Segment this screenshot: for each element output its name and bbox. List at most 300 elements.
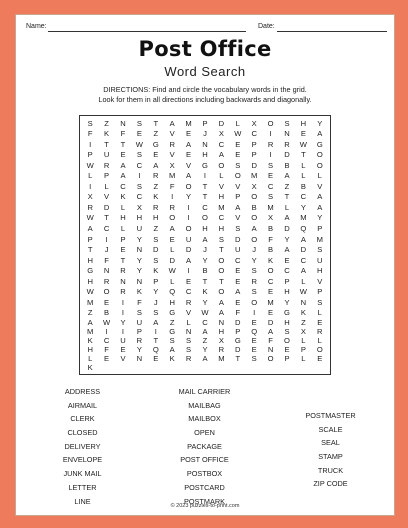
grid-letter[interactable]: F [87,129,93,139]
grid-letter[interactable]: E [153,353,159,363]
grid-letter[interactable]: N [202,139,208,149]
grid-letter[interactable]: I [253,308,256,318]
grid-letter[interactable]: D [153,245,159,255]
grid-letter[interactable]: A [87,224,93,234]
grid-letter[interactable]: H [202,224,208,234]
grid-letter[interactable]: H [317,266,323,276]
grid-letter[interactable]: L [235,118,240,128]
grid-letter[interactable]: Y [136,344,142,354]
grid-letter[interactable]: H [218,192,225,202]
grid-letter[interactable]: L [170,276,175,286]
grid-letter[interactable]: E [169,234,175,244]
grid-letter[interactable]: Y [136,266,142,276]
grid-letter[interactable]: H [136,213,143,223]
grid-letter[interactable]: P [235,192,241,202]
grid-letter[interactable]: D [251,160,257,170]
grid-letter[interactable]: A [284,245,290,255]
grid-letter[interactable]: K [202,287,208,297]
grid-letter[interactable]: R [284,139,290,149]
grid-letter[interactable]: I [121,326,125,336]
grid-letter[interactable]: X [251,118,257,128]
grid-letter[interactable]: G [284,308,290,318]
grid-letter[interactable]: O [316,160,323,170]
grid-letter[interactable]: T [120,255,126,265]
grid-letter[interactable]: C [103,224,110,234]
grid-letter[interactable]: D [267,317,274,327]
grid-letter[interactable]: C [103,335,110,345]
grid-letter[interactable]: E [284,255,290,265]
grid-letter[interactable]: S [235,224,241,234]
grid-letter[interactable]: C [267,181,274,191]
grid-letter[interactable]: Q [152,344,159,354]
grid-letter[interactable]: A [186,255,192,265]
grid-letter[interactable]: F [268,335,273,345]
grid-letter[interactable]: V [317,276,323,286]
grid-letter[interactable]: S [136,118,142,128]
grid-letter[interactable]: E [120,344,126,354]
grid-letter[interactable]: L [301,160,306,170]
grid-letter[interactable]: O [267,353,274,363]
grid-letter[interactable]: R [120,287,126,297]
name-blank-line[interactable] [48,31,246,32]
grid-letter[interactable]: F [104,344,109,354]
grid-letter[interactable]: L [170,245,175,255]
grid-letter[interactable]: T [219,276,224,286]
grid-letter[interactable]: M [300,213,307,223]
grid-letter[interactable]: A [235,287,241,297]
grid-letter[interactable]: C [251,129,257,139]
grid-letter[interactable]: T [202,192,208,202]
grid-letter[interactable]: S [268,192,274,202]
grid-letter[interactable]: O [251,192,258,202]
grid-letter[interactable]: S [153,234,159,244]
grid-letter[interactable]: P [317,224,323,234]
grid-letter[interactable]: M [251,171,258,181]
grid-letter[interactable]: S [186,344,192,354]
grid-letter[interactable]: Q [251,326,258,336]
grid-letter[interactable]: W [168,266,176,276]
grid-letter[interactable]: W [234,129,242,139]
grid-letter[interactable]: Y [317,118,323,128]
grid-letter[interactable]: D [103,202,110,212]
grid-letter[interactable]: L [284,202,290,212]
grid-letter[interactable]: S [87,118,93,128]
grid-letter[interactable]: M [87,326,94,336]
grid-letter[interactable]: E [268,171,274,181]
grid-letter[interactable]: S [136,308,142,318]
grid-letter[interactable]: V [235,213,241,223]
grid-letter[interactable]: E [317,353,323,363]
grid-letter[interactable]: X [87,192,93,202]
grid-letter[interactable]: Y [251,255,257,265]
grid-letter[interactable]: I [269,150,272,160]
grid-letter[interactable]: G [202,160,208,170]
grid-letter[interactable]: U [185,234,192,244]
grid-letter[interactable]: F [104,255,109,265]
grid-letter[interactable]: B [300,181,306,191]
grid-letter[interactable]: Z [153,181,159,191]
grid-letter[interactable]: A [218,308,224,318]
grid-letter[interactable]: G [169,308,176,318]
grid-letter[interactable]: C [300,255,307,265]
grid-letter[interactable]: S [284,326,290,336]
grid-letter[interactable]: G [169,326,176,336]
grid-letter[interactable]: V [235,181,241,191]
grid-letter[interactable]: O [267,266,274,276]
grid-letter[interactable]: P [136,326,142,336]
grid-letter[interactable]: O [316,344,323,354]
grid-letter[interactable]: I [105,326,108,336]
grid-letter[interactable]: W [135,139,143,149]
grid-letter[interactable]: O [185,224,192,234]
grid-letter[interactable]: T [202,181,208,191]
grid-letter[interactable]: M [316,234,323,244]
grid-letter[interactable]: I [121,308,125,318]
grid-letter[interactable]: C [218,213,225,223]
grid-letter[interactable]: K [120,192,126,202]
grid-letter[interactable]: C [284,266,290,276]
grid-letter[interactable]: R [87,202,93,212]
grid-letter[interactable]: E [153,150,159,160]
grid-letter[interactable]: N [136,276,143,286]
grid-letter[interactable]: D [284,224,290,234]
grid-letter[interactable]: A [317,202,323,212]
grid-letter[interactable]: S [136,150,142,160]
grid-letter[interactable]: J [203,245,207,255]
grid-letter[interactable]: I [171,192,174,202]
grid-letter[interactable]: H [87,276,93,286]
grid-letter[interactable]: H [284,317,290,327]
grid-letter[interactable]: I [187,213,190,223]
grid-letter[interactable]: V [186,308,192,318]
grid-letter[interactable]: E [186,129,192,139]
grid-letter[interactable]: U [136,317,143,327]
grid-letter[interactable]: D [300,245,307,255]
grid-letter[interactable]: F [268,234,273,244]
grid-letter[interactable]: A [284,213,290,223]
grid-letter[interactable]: O [218,160,225,170]
grid-letter[interactable]: V [317,181,323,191]
grid-letter[interactable]: S [136,181,142,191]
grid-letter[interactable]: W [201,308,209,318]
grid-letter[interactable]: B [251,202,257,212]
grid-letter[interactable]: P [284,353,290,363]
grid-letter[interactable]: L [301,335,306,345]
grid-letter[interactable]: R [169,202,175,212]
grid-letter[interactable]: U [317,255,323,265]
grid-letter[interactable]: D [284,150,290,160]
grid-letter[interactable]: F [120,129,126,139]
grid-letter[interactable]: I [154,326,157,336]
grid-letter[interactable]: S [317,297,323,307]
grid-letter[interactable]: A [251,224,257,234]
grid-letter[interactable]: E [284,344,290,354]
grid-letter[interactable]: B [202,266,208,276]
grid-letter[interactable]: P [87,234,93,244]
grid-letter[interactable]: P [104,171,110,181]
grid-letter[interactable]: V [186,160,192,170]
grid-letter[interactable]: L [219,171,224,181]
grid-letter[interactable]: R [317,326,323,336]
grid-letter[interactable]: C [235,255,241,265]
grid-letter[interactable]: Z [284,181,290,191]
grid-letter[interactable]: A [235,202,241,212]
grid-letter[interactable]: L [317,308,322,318]
grid-letter[interactable]: A [202,234,208,244]
grid-letter[interactable]: S [153,255,159,265]
grid-letter[interactable]: Y [153,287,159,297]
grid-letter[interactable]: A [153,160,159,170]
grid-letter[interactable]: P [251,150,257,160]
grid-letter[interactable]: T [104,213,109,223]
grid-letter[interactable]: E [136,129,142,139]
grid-letter[interactable]: S [186,335,192,345]
grid-letter[interactable]: A [284,171,290,181]
grid-letter[interactable]: I [138,171,141,181]
grid-letter[interactable]: A [202,353,208,363]
grid-letter[interactable]: E [268,287,274,297]
grid-letter[interactable]: V [120,353,126,363]
grid-letter[interactable]: R [153,171,159,181]
grid-letter[interactable]: C [185,287,192,297]
grid-letter[interactable]: H [202,150,208,160]
grid-letter[interactable]: L [88,353,93,363]
grid-letter[interactable]: O [316,150,323,160]
grid-letter[interactable]: S [284,118,290,128]
grid-letter[interactable]: E [120,245,126,255]
grid-letter[interactable]: X [218,335,224,345]
grid-letter[interactable]: H [284,287,290,297]
grid-letter[interactable]: N [267,344,274,354]
grid-letter[interactable]: T [153,335,159,345]
grid-letter[interactable]: A [202,326,208,336]
grid-letter[interactable]: V [169,129,175,139]
grid-letter[interactable]: M [185,118,192,128]
grid-letter[interactable]: A [186,171,192,181]
grid-letter[interactable]: X [300,326,306,336]
grid-letter[interactable]: P [87,150,93,160]
grid-letter[interactable]: K [169,353,175,363]
grid-letter[interactable]: E [120,150,126,160]
grid-letter[interactable]: X [251,181,257,191]
grid-letter[interactable]: B [268,224,274,234]
grid-letter[interactable]: W [103,317,111,327]
grid-letter[interactable]: S [251,353,257,363]
grid-letter[interactable]: B [104,308,110,318]
grid-letter[interactable]: N [185,326,192,336]
grid-letter[interactable]: A [87,317,93,327]
grid-letter[interactable]: I [121,297,125,307]
grid-letter[interactable]: H [300,118,307,128]
grid-letter[interactable]: K [87,335,93,345]
grid-letter[interactable]: W [86,213,94,223]
grid-letter[interactable]: S [153,308,159,318]
grid-letter[interactable]: L [120,202,126,212]
grid-letter[interactable]: I [187,266,190,276]
grid-letter[interactable]: S [235,160,241,170]
grid-letter[interactable]: S [251,266,257,276]
grid-letter[interactable]: C [218,139,225,149]
grid-letter[interactable]: U [120,335,126,345]
grid-letter[interactable]: S [251,287,257,297]
grid-letter[interactable]: G [316,139,323,149]
word-search-grid[interactable] [79,115,331,375]
grid-letter[interactable]: O [251,213,258,223]
grid-letter[interactable]: Y [186,192,192,202]
grid-letter[interactable]: N [300,297,307,307]
grid-letter[interactable]: Y [202,344,208,354]
grid-letter[interactable]: E [104,297,110,307]
grid-letter[interactable]: A [120,171,126,181]
grid-letter[interactable]: Y [136,255,142,265]
grid-letter[interactable]: E [235,150,241,160]
grid-letter[interactable]: S [169,335,175,345]
grid-letter[interactable]: V [169,150,175,160]
grid-letter[interactable]: E [251,335,257,345]
grid-letter[interactable]: R [120,266,126,276]
grid-letter[interactable]: U [103,150,110,160]
grid-letter[interactable]: R [136,335,143,345]
grid-letter[interactable]: K [87,362,93,372]
grid-letter[interactable]: T [87,245,93,255]
grid-letter[interactable]: O [218,287,225,297]
grid-letter[interactable]: G [87,266,94,276]
grid-letter[interactable]: O [169,213,176,223]
grid-letter[interactable]: O [267,118,274,128]
grid-letter[interactable]: F [235,308,241,318]
grid-letter[interactable]: D [235,317,241,327]
grid-letter[interactable]: R [267,139,274,149]
grid-letter[interactable]: E [186,150,192,160]
grid-letter[interactable]: J [153,297,158,307]
grid-letter[interactable]: C [202,202,208,212]
grid-letter[interactable]: W [299,287,307,297]
grid-letter[interactable]: T [153,118,159,128]
grid-letter[interactable]: D [185,245,192,255]
grid-letter[interactable]: L [301,171,306,181]
grid-letter[interactable]: B [268,245,274,255]
grid-letter[interactable]: K [136,287,142,297]
grid-letter[interactable]: B [284,160,290,170]
grid-letter[interactable]: H [218,224,225,234]
grid-letter[interactable]: C [300,192,307,202]
grid-letter[interactable]: E [317,317,323,327]
grid-letter[interactable]: J [252,245,257,255]
grid-letter[interactable]: W [86,287,94,297]
grid-letter[interactable]: M [218,202,225,212]
grid-letter[interactable]: Y [284,297,290,307]
grid-letter[interactable]: P [235,326,241,336]
grid-letter[interactable]: Y [284,234,290,244]
grid-letter[interactable]: H [87,344,93,354]
grid-letter[interactable]: T [104,139,109,149]
grid-letter[interactable]: H [153,213,159,223]
grid-letter[interactable]: Z [169,317,175,327]
grid-letter[interactable]: A [218,150,224,160]
grid-letter[interactable]: E [235,276,241,286]
grid-letter[interactable]: L [104,181,109,191]
grid-letter[interactable]: Q [169,287,176,297]
grid-letter[interactable]: O [251,297,258,307]
grid-letter[interactable]: X [136,202,142,212]
grid-letter[interactable]: H [169,297,175,307]
grid-letter[interactable]: P [300,344,306,354]
grid-letter[interactable]: P [153,276,159,286]
grid-letter[interactable]: M [267,297,274,307]
grid-letter[interactable]: D [218,118,225,128]
grid-letter[interactable]: L [317,171,322,181]
grid-letter[interactable]: I [269,129,272,139]
grid-letter[interactable]: K [153,266,159,276]
grid-letter[interactable]: K [300,308,306,318]
grid-letter[interactable]: Q [300,224,307,234]
grid-letter[interactable]: A [169,118,175,128]
grid-letter[interactable]: C [136,192,143,202]
grid-letter[interactable]: T [202,276,208,286]
grid-letter[interactable]: K [104,129,110,139]
grid-letter[interactable]: N [103,266,110,276]
grid-letter[interactable]: H [87,255,93,265]
grid-letter[interactable]: A [169,344,175,354]
grid-letter[interactable]: O [103,287,110,297]
grid-letter[interactable]: Z [87,308,93,318]
grid-letter[interactable]: E [251,344,257,354]
grid-letter[interactable]: A [186,139,192,149]
grid-letter[interactable]: D [235,234,241,244]
grid-letter[interactable]: L [186,317,191,327]
grid-letter[interactable]: A [300,266,306,276]
grid-letter[interactable]: H [218,326,225,336]
grid-letter[interactable]: I [89,181,92,191]
grid-letter[interactable]: R [169,139,175,149]
grid-letter[interactable]: N [136,245,143,255]
grid-letter[interactable]: I [105,234,108,244]
grid-letter[interactable]: H [120,213,126,223]
grid-letter[interactable]: Y [300,202,306,212]
grid-letter[interactable]: Y [202,255,208,265]
grid-letter[interactable]: E [251,317,257,327]
grid-letter[interactable]: N [284,129,290,139]
grid-letter[interactable]: E [268,308,274,318]
grid-letter[interactable]: A [218,297,224,307]
grid-letter[interactable]: Z [104,118,109,128]
grid-letter[interactable]: M [218,353,225,363]
grid-letter[interactable]: O [251,234,258,244]
grid-letter[interactable]: V [218,181,224,191]
grid-letter[interactable]: P [120,234,126,244]
grid-letter[interactable]: T [219,245,224,255]
grid-letter[interactable]: O [234,171,241,181]
grid-letter[interactable]: O [218,255,225,265]
grid-letter[interactable]: A [153,317,159,327]
grid-letter[interactable]: A [300,234,306,244]
grid-letter[interactable]: X [169,160,175,170]
grid-letter[interactable]: Y [120,317,126,327]
grid-letter[interactable]: R [103,160,110,170]
grid-letter[interactable]: L [120,224,126,234]
grid-letter[interactable]: P [284,276,290,286]
grid-letter[interactable]: O [284,335,290,345]
grid-letter[interactable]: U [136,224,143,234]
grid-letter[interactable]: L [301,353,306,363]
grid-letter[interactable]: N [136,353,143,363]
date-blank-line[interactable] [277,31,387,32]
grid-letter[interactable]: D [169,255,175,265]
grid-letter[interactable]: A [317,129,323,139]
grid-letter[interactable]: Z [153,224,159,234]
grid-letter[interactable]: O [218,266,225,276]
grid-letter[interactable]: E [186,276,192,286]
